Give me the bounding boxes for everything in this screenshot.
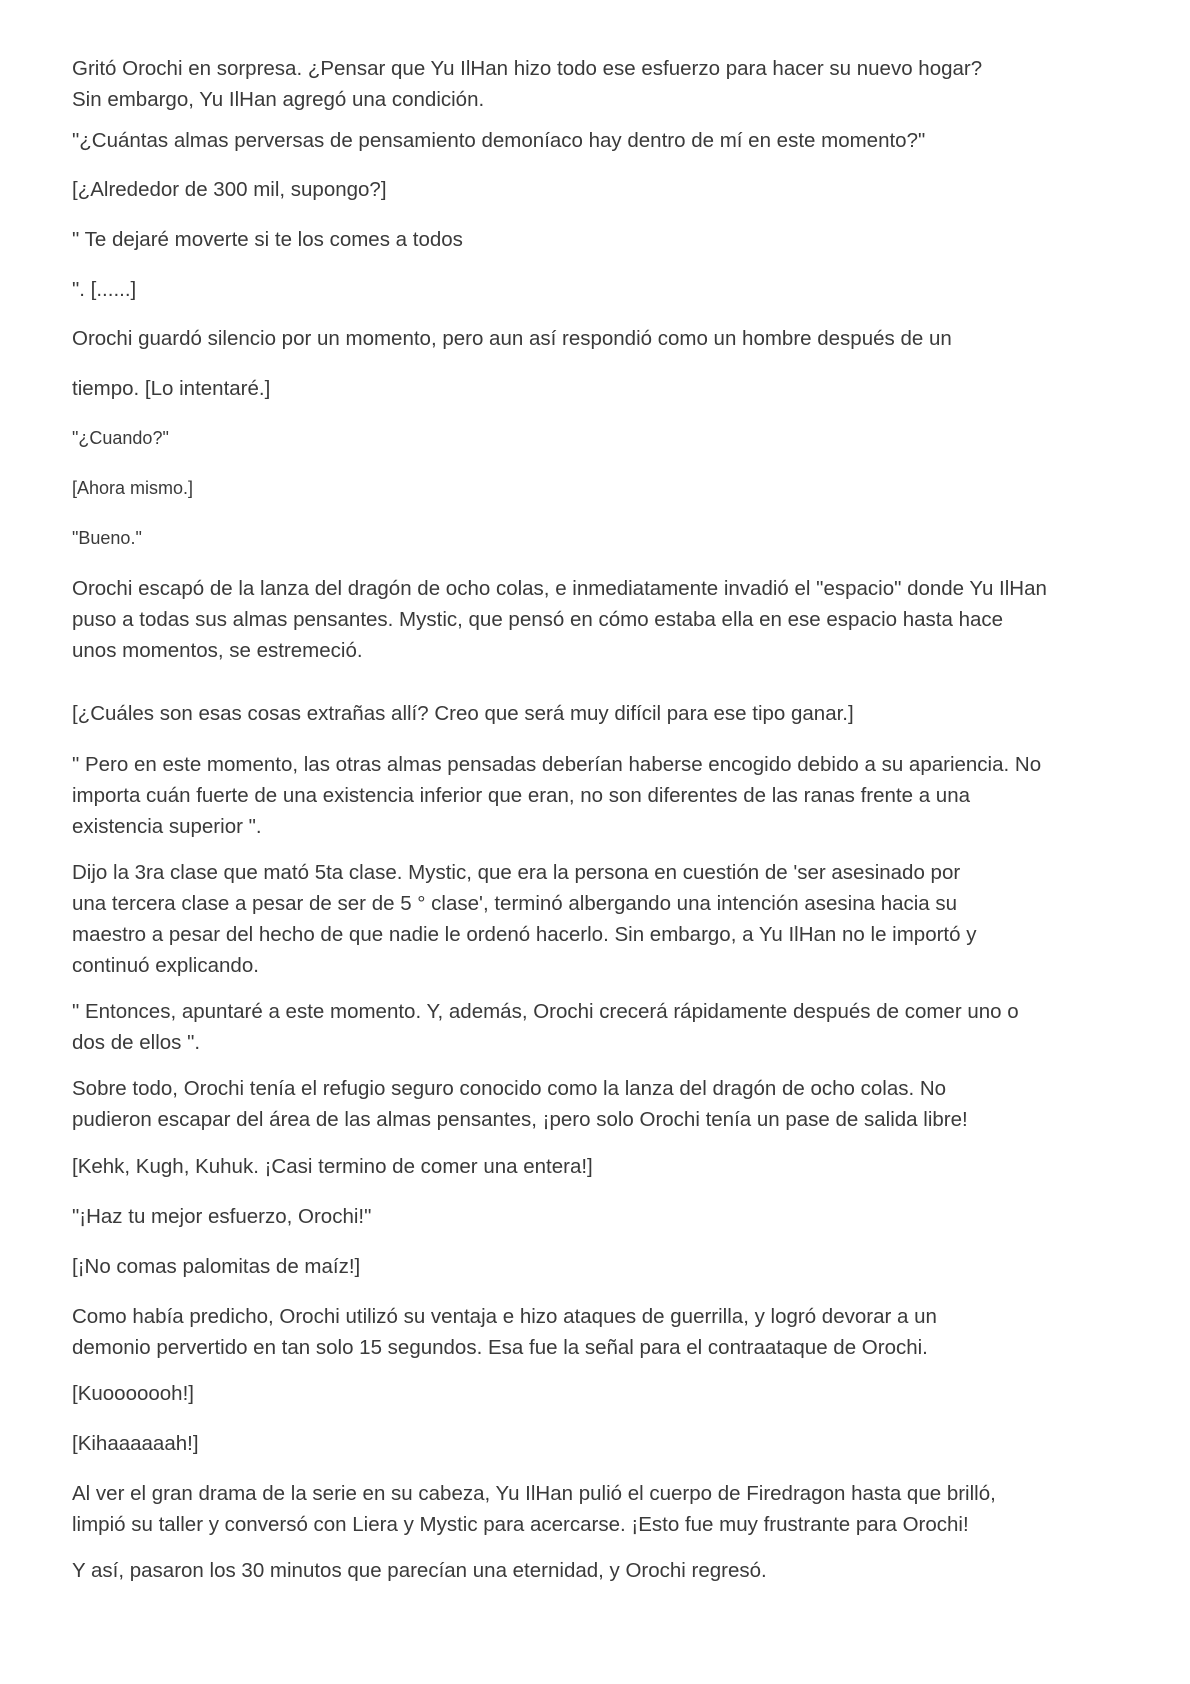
paragraph-19 — [72, 1251, 1122, 1282]
paragraph-13 — [72, 749, 1122, 842]
text-line: continuó explicando. — [72, 954, 259, 977]
paragraph-23 — [72, 1478, 1122, 1540]
text-line: [Kehk, Kugh, Kuhuk. ¡Casi termino de comer una entera!] — [72, 1155, 593, 1178]
paragraph-6 — [72, 323, 1122, 354]
paragraph-3 — [72, 174, 1122, 205]
text-line: importa cuán fuerte de una existencia inferior que eran, no son diferentes de las ranas frente a una — [72, 784, 971, 807]
text-line: [¿Cuáles son esas cosas extrañas allí? Creo que será muy difícil para ese tipo ganar.] — [72, 702, 854, 725]
text-line: ". [......] — [72, 278, 137, 301]
text-line: Gritó Orochi en sorpresa. ¿Pensar que Yu IlHan hizo todo ese esfuerzo para hacer su nuevo hogar? — [72, 57, 983, 80]
text-line: " Pero en este momento, las otras almas pensadas deberían haberse encogido debido a su apariencia. No — [72, 753, 1042, 776]
paragraph-21 — [72, 1378, 1122, 1409]
paragraph-5 — [72, 274, 1122, 305]
text-line: pudieron escapar del área de las almas pensantes, ¡pero solo Orochi tenía un pase de salida libre! — [72, 1108, 968, 1131]
paragraph-11 — [72, 573, 1122, 666]
text-line: "¿Cuando?" — [72, 428, 169, 448]
text-line: Al ver el gran drama de la serie en su cabeza, Yu IlHan pulió el cuerpo de Firedragon hasta que brilló, — [72, 1482, 996, 1505]
text-line: Orochi guardó silencio por un momento, pero aun así respondió como un hombre después de un — [72, 327, 952, 350]
text-line: Dijo la 3ra clase que mató 5ta clase. Mystic, que era la persona en cuestión de 'ser asesinado por — [72, 861, 961, 884]
paragraph-18 — [72, 1201, 1122, 1232]
text-line: tiempo. [Lo intentaré.] — [72, 377, 271, 400]
paragraph-1 — [72, 53, 1122, 115]
text-line: "Bueno." — [72, 528, 142, 548]
text-line: demonio pervertido en tan solo 15 segundos. Esa fue la señal para el contraataque de Orochi. — [72, 1336, 928, 1359]
text-line: una tercera clase a pesar de ser de 5 ° clase', terminó albergando una intención asesina hacia su — [72, 892, 958, 915]
paragraph-20 — [72, 1301, 1122, 1363]
paragraph-8 — [72, 424, 1122, 452]
text-line: Como había predicho, Orochi utilizó su ventaja e hizo ataques de guerrilla, y logró devorar a un — [72, 1305, 937, 1328]
text-line: [¡No comas palomitas de maíz!] — [72, 1255, 361, 1278]
text-line: " Entonces, apuntaré a este momento. Y, además, Orochi crecerá rápidamente después de comer uno o — [72, 1000, 1019, 1023]
text-line: [Kihaaaaaah!] — [72, 1432, 199, 1455]
paragraph-22 — [72, 1428, 1122, 1459]
text-line: maestro a pesar del hecho de que nadie le ordenó hacerlo. Sin embargo, a Yu IlHan no le importó y — [72, 923, 977, 946]
text-line: [¿Alrededor de 300 mil, supongo?] — [72, 178, 387, 201]
text-line: [Ahora mismo.] — [72, 478, 194, 498]
text-line: Sin embargo, Yu IlHan agregó una condición. — [72, 88, 485, 111]
paragraph-14 — [72, 857, 1122, 981]
paragraph-2 — [72, 125, 1122, 156]
paragraph-16 — [72, 1073, 1122, 1135]
paragraph-24 — [72, 1555, 1122, 1586]
text-line: Sobre todo, Orochi tenía el refugio seguro conocido como la lanza del dragón de ocho colas. No — [72, 1077, 947, 1100]
text-line: Y así, pasaron los 30 minutos que parecían una eternidad, y Orochi regresó. — [72, 1559, 767, 1582]
text-line: " Te dejaré moverte si te los comes a todos — [72, 228, 463, 251]
paragraph-15 — [72, 996, 1122, 1058]
paragraph-9 — [72, 474, 1122, 502]
text-line: limpió su taller y conversó con Liera y Mystic para acercarse. ¡Esto fue muy frustrante para Orochi! — [72, 1513, 969, 1536]
paragraph-7 — [72, 373, 1122, 404]
text-line: "¿Cuántas almas perversas de pensamiento demoníaco hay dentro de mí en este momento?" — [72, 129, 926, 152]
paragraph-17 — [72, 1151, 1122, 1182]
paragraph-12 — [72, 698, 1122, 729]
text-line: unos momentos, se estremeció. — [72, 639, 363, 662]
text-line: Orochi escapó de la lanza del dragón de ocho colas, e inmediatamente invadió el "espacio" donde Yu IlHan — [72, 577, 1047, 600]
text-line: [Kuooooooh!] — [72, 1382, 194, 1405]
paragraph-4 — [72, 224, 1122, 255]
text-line: dos de ellos ". — [72, 1031, 201, 1054]
text-line: puso a todas sus almas pensantes. Mystic, que pensó en cómo estaba ella en ese espacio hasta hace — [72, 608, 1004, 631]
text-line: "¡Haz tu mejor esfuerzo, Orochi!" — [72, 1205, 372, 1228]
paragraph-10 — [72, 524, 1122, 552]
text-line: existencia superior ". — [72, 815, 262, 838]
